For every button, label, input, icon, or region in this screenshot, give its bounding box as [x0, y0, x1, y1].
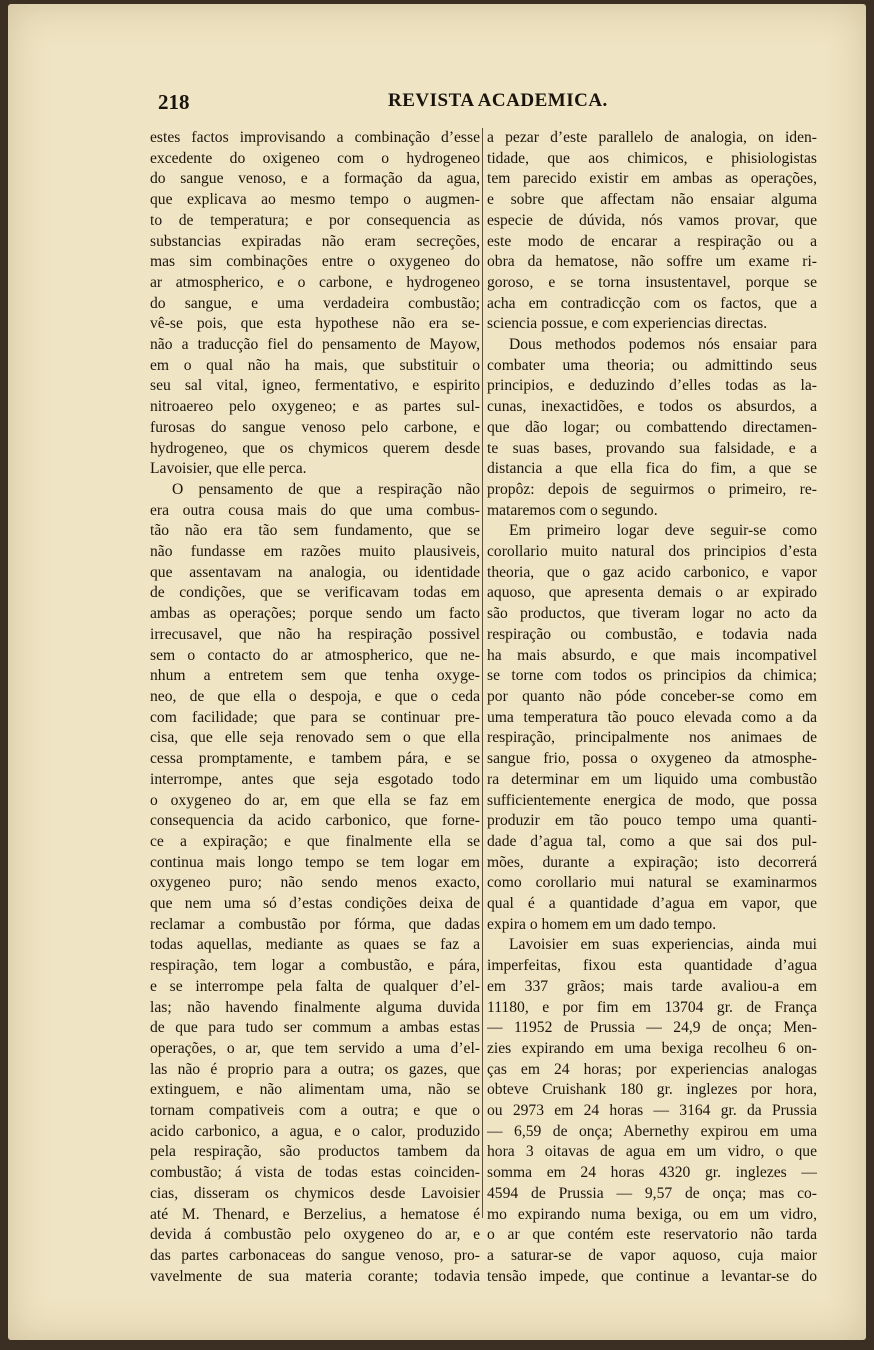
text-line: combater uma theoria; ou admittindo seus: [487, 356, 817, 374]
text-line: cisa, que elle seja renovado sem o que ella: [150, 729, 480, 747]
text-line: pela respiração, são productos tambem da: [150, 1143, 480, 1161]
text-line: interrompe, antes que seja esgotado todo: [150, 770, 480, 788]
text-line: somma em 24 horas 4320 gr. inglezes —: [487, 1164, 817, 1182]
text-line: este modo de encarar a respiração ou a: [487, 232, 817, 250]
text-line: acha em contradicção com os factos, que a: [487, 294, 817, 312]
text-line: como corollario mui natural se examinarmos: [487, 874, 817, 892]
text-line: acido carbonico, a agua, e o calor, produzido: [150, 1122, 480, 1140]
text-line: do sangue, e uma verdadeira combustão;: [150, 294, 480, 312]
text-line: ças em 24 horas; por experiencias analogas: [487, 1060, 817, 1078]
text-line: expira o homem em um dado tempo.: [487, 915, 717, 933]
page-number: 218: [158, 90, 190, 114]
text-line: continua mais longo tempo se tem logar em: [150, 853, 480, 871]
text-line: que explicava ao mesmo tempo o augmen-: [150, 191, 480, 209]
text-line: todas aquellas, mediante as quaes se faz a: [150, 936, 480, 954]
text-line: o oxygeneo do ar, em que ella se faz em: [150, 791, 480, 809]
text-line: corollario muito natural dos principios d’esta: [487, 543, 817, 561]
text-line: das partes carbonaceas do sangue venoso, pro-: [150, 1246, 480, 1264]
text-line: consequencia da acido carbonico, que forne-: [150, 812, 480, 830]
text-line: hydrogeneo, que os chymicos querem desde: [150, 439, 480, 457]
text-line: ambas as operações; porque sendo um facto: [150, 605, 480, 623]
text-line: mataremos com o segundo.: [487, 501, 658, 519]
text-line: vavelmente de sua materia corante; todavia: [150, 1267, 480, 1285]
text-line: mo expirando numa bexiga, ou em um vidro,: [487, 1205, 817, 1223]
text-line: são productos, que tiveram logar no acto da: [487, 605, 817, 623]
text-line: não a traducção fiel do pensamento de Mayow,: [150, 336, 480, 354]
text-line: ha mais absurdo, e que mais incompativel: [487, 646, 817, 664]
column-divider: [482, 128, 483, 1218]
text-line: neo, de que ella o despoja, e que o ceda: [150, 687, 480, 705]
text-line: devida á combustão pelo oxygeneo do ar, e: [150, 1226, 480, 1244]
text-line: substancias expiradas não eram secreções,: [150, 232, 480, 250]
text-line: em 337 grãos; mais tarde avaliou-a em: [487, 977, 817, 995]
text-line: irrecusavel, que não ha respiração possivel: [150, 625, 480, 643]
text-line: mões, durante a expiração; isto decorrerá: [487, 853, 817, 871]
text-line: excedente do oxigeneo com o hydrogeneo: [150, 149, 480, 167]
text-line: imperfeitas, fixou esta quantidade d’agua: [487, 957, 817, 975]
text-line: cunas, inexactidões, e todos os absurdos, a: [487, 398, 817, 416]
text-line: aquoso, que apresenta demais o ar expirado: [487, 584, 817, 602]
text-line: Dous methodos podemos nós ensaiar para: [509, 336, 817, 354]
text-line: las não é proprio para a outra; os gazes, que: [150, 1060, 480, 1078]
text-line: seu sal vital, igneo, fermentativo, e espirito: [150, 377, 480, 395]
text-line: nitroaereo pelo oxygeneo; e as partes sul-: [150, 398, 480, 416]
right-text-column: [487, 128, 817, 1287]
text-line: qual é a quantidade d’agua em vapor, que: [487, 895, 817, 913]
text-line: ra determinar em um liquido uma combustão: [487, 770, 817, 788]
text-line: ar atmospherico, e o carbone, e hydrogeneo: [150, 273, 480, 291]
text-line: com facilidade; que para se continuar pre-: [150, 708, 480, 726]
text-line: o ar que contém este reservatorio não tarda: [487, 1226, 817, 1244]
text-line: propôz: depois de seguirmos o primeiro, re-: [487, 480, 817, 498]
text-line: theoria, que o gaz acido carbonico, e vapor: [487, 563, 817, 581]
text-line: vê-se pois, que esta hypothese não era se-: [150, 315, 480, 333]
text-line: que assentavam na analogia, ou identidade: [150, 563, 480, 581]
text-line: combustão; á vista de todas estas coinciden-: [150, 1164, 480, 1182]
text-line: sciencia possue, e com experiencias directas.: [487, 315, 768, 333]
text-line: extinguem, e não alimentam uma, não se: [150, 1081, 480, 1099]
text-line: 11180, e por fim em 13704 gr. de França: [487, 998, 817, 1016]
text-line: las; não havendo finalmente alguma duvida: [150, 998, 480, 1016]
text-line: cessa promptamente, e tambem pára, e se: [150, 750, 480, 768]
text-line: goroso, e se torna insustentavel, porque se: [487, 273, 817, 291]
text-line: Em primeiro logar deve seguir-se como: [509, 522, 817, 540]
text-line: que dão logar; ou combattendo directamen-: [487, 418, 817, 436]
text-line: hora 3 oitavas de agua em um vidro, o que: [487, 1143, 817, 1161]
text-line: te suas bases, provando sua falsidade, e a: [487, 439, 817, 457]
text-line: sangue frio, possa o oxygeneo da atmosphe-: [487, 750, 817, 768]
text-line: respiração ou combustão, e todavia nada: [487, 625, 817, 643]
text-line: Lavoisier em suas experiencias, ainda mui: [509, 936, 817, 954]
text-line: e se interrompe pela falta de qualquer d’el-: [150, 977, 480, 995]
text-line: tão não era tão sem fundamento, que se: [150, 522, 480, 540]
text-line: do sangue venoso, e a formação da agua,: [150, 170, 480, 188]
text-line: de condições, que se verificavam todas em: [150, 584, 480, 602]
text-line: era outra cousa mais do que uma combus-: [150, 501, 480, 519]
text-line: to de temperatura; e por consequencia as: [150, 211, 480, 229]
text-line: respiração, tem logar a combustão, e pára,: [150, 957, 480, 975]
text-line: principios, e deduzindo d’elles todas as la-: [487, 377, 817, 395]
text-line: sem o contacto do ar atmospherico, que ne-: [150, 646, 480, 664]
text-line: respiração, principalmente nos animaes de: [487, 729, 817, 747]
left-text-column: [150, 128, 480, 1287]
text-line: estes factos improvisando a combinação d’esse: [150, 129, 480, 146]
text-line: a pezar d’este parallelo de analogia, on iden-: [487, 129, 817, 146]
text-line: dade d’agua tal, como a que sai dos pul-: [487, 832, 817, 850]
text-line: que nem uma só d’estas condições deixa de: [150, 895, 480, 913]
text-line: especie de dúvida, nós vamos provar, que: [487, 211, 817, 229]
text-line: mas sim combinações entre o oxygeneo do: [150, 253, 480, 271]
text-line: por quanto não póde conceber-se como em: [487, 687, 817, 705]
text-line: reclamar a combustão por fórma, que dadas: [150, 915, 480, 933]
text-line: obteve Cruishank 180 gr. inglezes por hora,: [487, 1081, 817, 1099]
text-line: não fundasse em razões muito plausiveis,: [150, 543, 480, 561]
text-line: distancia a que ella fica do fim, a que se: [487, 460, 817, 478]
text-line: tensão impede, que continue a levantar-se do: [487, 1267, 817, 1285]
text-line: zies expirando em uma bexiga recolheu 6 on-: [487, 1039, 817, 1057]
text-line: — 6,59 de onça; Abernethy expirou em uma: [487, 1122, 817, 1140]
text-line: Lavoisier, que elle perca.: [150, 460, 307, 478]
text-line: furosas do sangue venoso pelo carbone, e: [150, 418, 480, 436]
text-line: nhum a entretem sem que tenha oxyge-: [150, 667, 480, 685]
text-line: cias, disseram os chymicos desde Lavoisier: [150, 1184, 480, 1202]
running-title: REVISTA ACADEMICA.: [388, 90, 608, 111]
text-line: uma temperatura tão pouco elevada como a da: [487, 708, 817, 726]
text-line: 4594 de Prussia — 9,57 de onça; mas co-: [487, 1184, 817, 1202]
text-line: tem parecido existir em ambas as operações,: [487, 170, 817, 188]
text-line: sufficientemente energica de modo, que possa: [487, 791, 817, 809]
text-line: oxygeneo puro; não sendo menos exacto,: [150, 874, 480, 892]
text-line: de que para tudo ser commum a ambas estas: [150, 1019, 480, 1037]
text-line: ou 2973 em 24 horas — 3164 gr. da Prussia: [487, 1102, 817, 1120]
text-line: a saturar-se de vapor aquoso, cuja maior: [487, 1246, 817, 1264]
text-line: até M. Thenard, e Berzelius, a hematose é: [150, 1205, 480, 1223]
text-line: tornam compativeis com a outra; e que o: [150, 1102, 480, 1120]
text-line: em o qual não ha mais, que substituir o: [150, 356, 480, 374]
text-line: operações, o ar, que tem servido a uma d’el-: [150, 1039, 480, 1057]
text-line: ce a expiração; e que finalmente ella se: [150, 832, 480, 850]
text-line: obra da hematose, não soffre um exame ri-: [487, 253, 817, 271]
text-line: — 11952 de Prussia — 24,9 de onça; Men-: [487, 1019, 817, 1037]
text-line: O pensamento de que a respiração não: [172, 480, 480, 498]
text-line: produzir em tão pouco tempo uma quanti-: [487, 812, 817, 830]
text-line: tidade, que aos chimicos, e phisiologistas: [487, 149, 817, 167]
page-header: [148, 90, 828, 118]
text-line: e sobre que affectam não ensaiar alguma: [487, 191, 817, 209]
text-line: se torne com todos os principios da chimica;: [487, 667, 817, 685]
